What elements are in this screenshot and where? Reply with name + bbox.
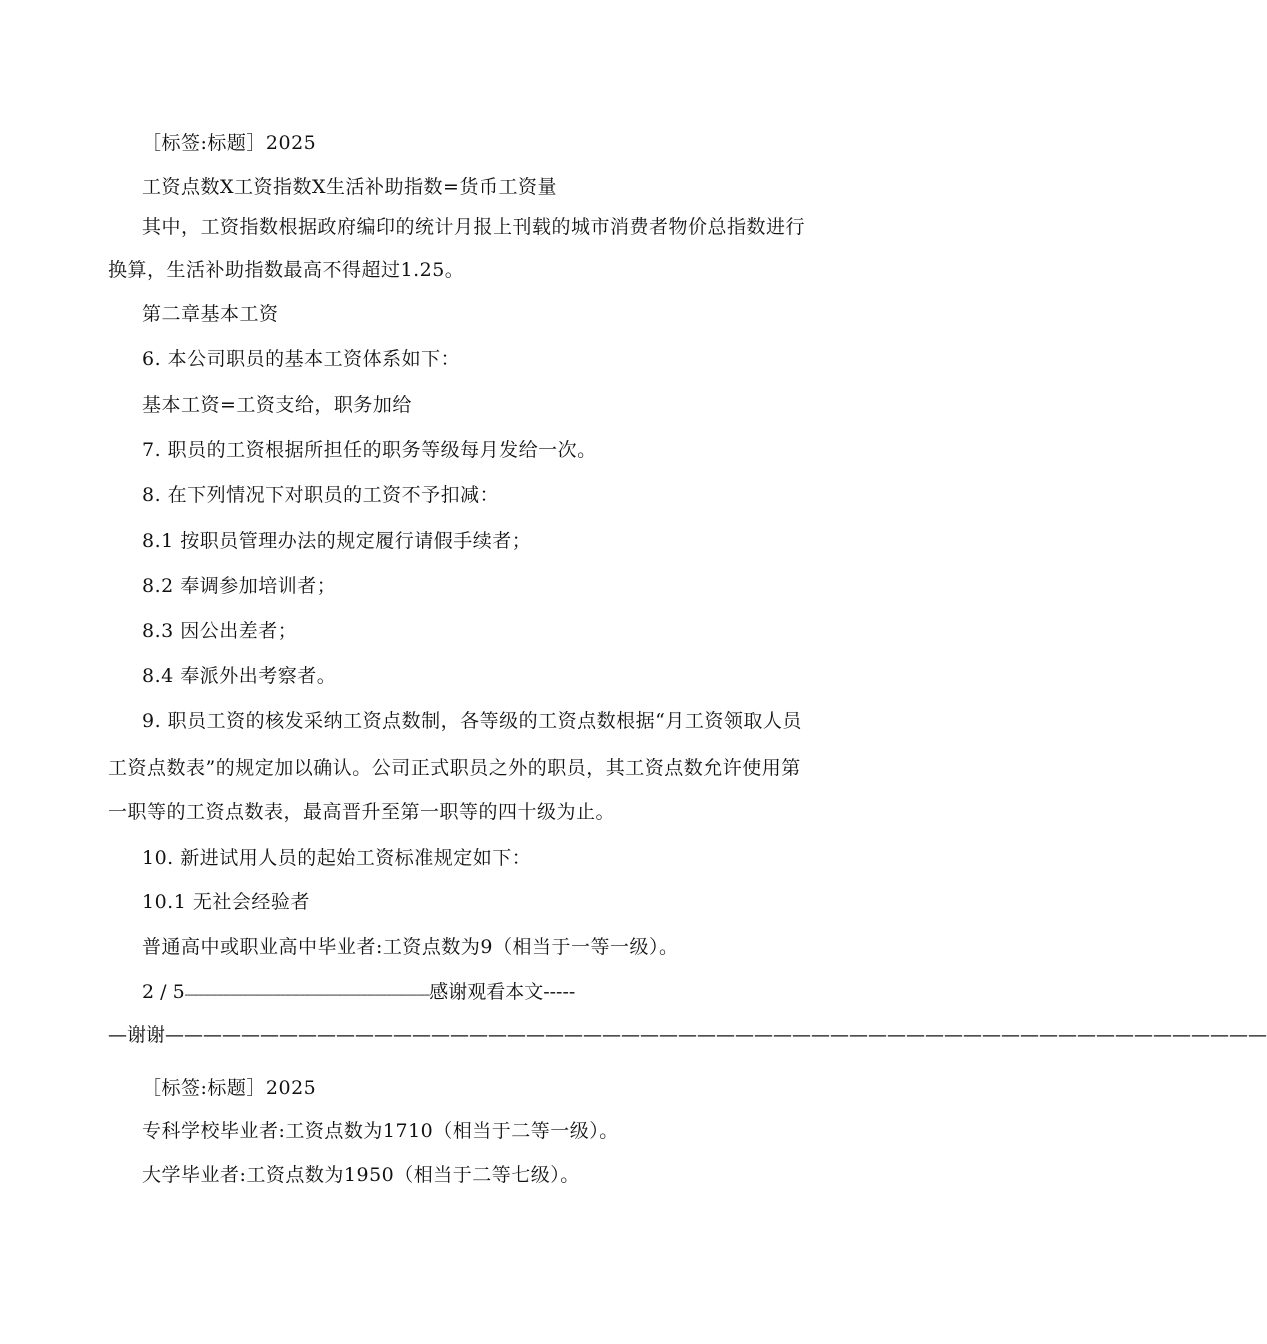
list-item: 8.3 因公出差者； — [142, 620, 298, 642]
paragraph-line: 一职等的工资点数表，最高晋升至第一职等的四十级为止。 — [108, 801, 616, 823]
footer-thanks: 感谢观看本文----- — [429, 981, 576, 1003]
paragraph-line: 普通高中或职业高中毕业者:工资点数为9（相当于一等一级）。 — [142, 936, 679, 958]
paragraph-line: 8. 在下列情况下对职员的工资不予扣减： — [142, 484, 500, 506]
paragraph-line: 换算，生活补助指数最高不得超过1.25。 — [108, 259, 465, 281]
page-header-tag: ［标签:标题］2025 — [142, 1077, 317, 1099]
list-item: 8.4 奉派外出考察者。 — [142, 665, 337, 687]
footer-dashes: ------------------------------------------------------------------------------------------ — [184, 988, 430, 1001]
paragraph-line: 9. 职员工资的核发采纳工资点数制，各等级的工资点数根据“月工资领取人员 — [142, 710, 802, 732]
list-item: 8.2 奉调参加培训者； — [142, 575, 337, 597]
page-number: 2 / 5 — [142, 981, 185, 1003]
page-footer — [142, 979, 842, 1008]
list-item: 8.1 按职员管理办法的规定履行请假手续者； — [142, 530, 532, 552]
paragraph-line: 其中，工资指数根据政府编印的统计月报上刊载的城市消费者物价总指数进行 — [142, 216, 806, 238]
paragraph-line: 基本工资=工资支给，职务加给 — [142, 394, 412, 416]
paragraph-line: 工资点数Ⅹ工资指数Ⅹ生活补助指数=货币工资量 — [142, 176, 557, 198]
paragraph-line: 7. 职员的工资根据所担任的职务等级每月发给一次。 — [142, 439, 597, 461]
page-header-tag: ［标签:标题］2025 — [142, 132, 317, 154]
paragraph-line: 6. 本公司职员的基本工资体系如下： — [142, 348, 461, 370]
chapter-heading: 第二章基本工资 — [142, 303, 279, 325]
list-item: 10.1 无社会经验者 — [142, 891, 310, 913]
page-footer-line2: —谢谢—————————————————————————————————————————————————————————— — [108, 1024, 1267, 1046]
paragraph-line: 工资点数表”的规定加以确认。公司正式职员之外的职员，其工资点数允许使用第 — [108, 757, 801, 779]
paragraph-line: 大学毕业者:工资点数为1950（相当于二等七级）。 — [142, 1164, 580, 1186]
paragraph-line: 10. 新进试用人员的起始工资标准规定如下： — [142, 847, 532, 869]
paragraph-line: 专科学校毕业者:工资点数为1710（相当于二等一级）。 — [142, 1120, 619, 1142]
